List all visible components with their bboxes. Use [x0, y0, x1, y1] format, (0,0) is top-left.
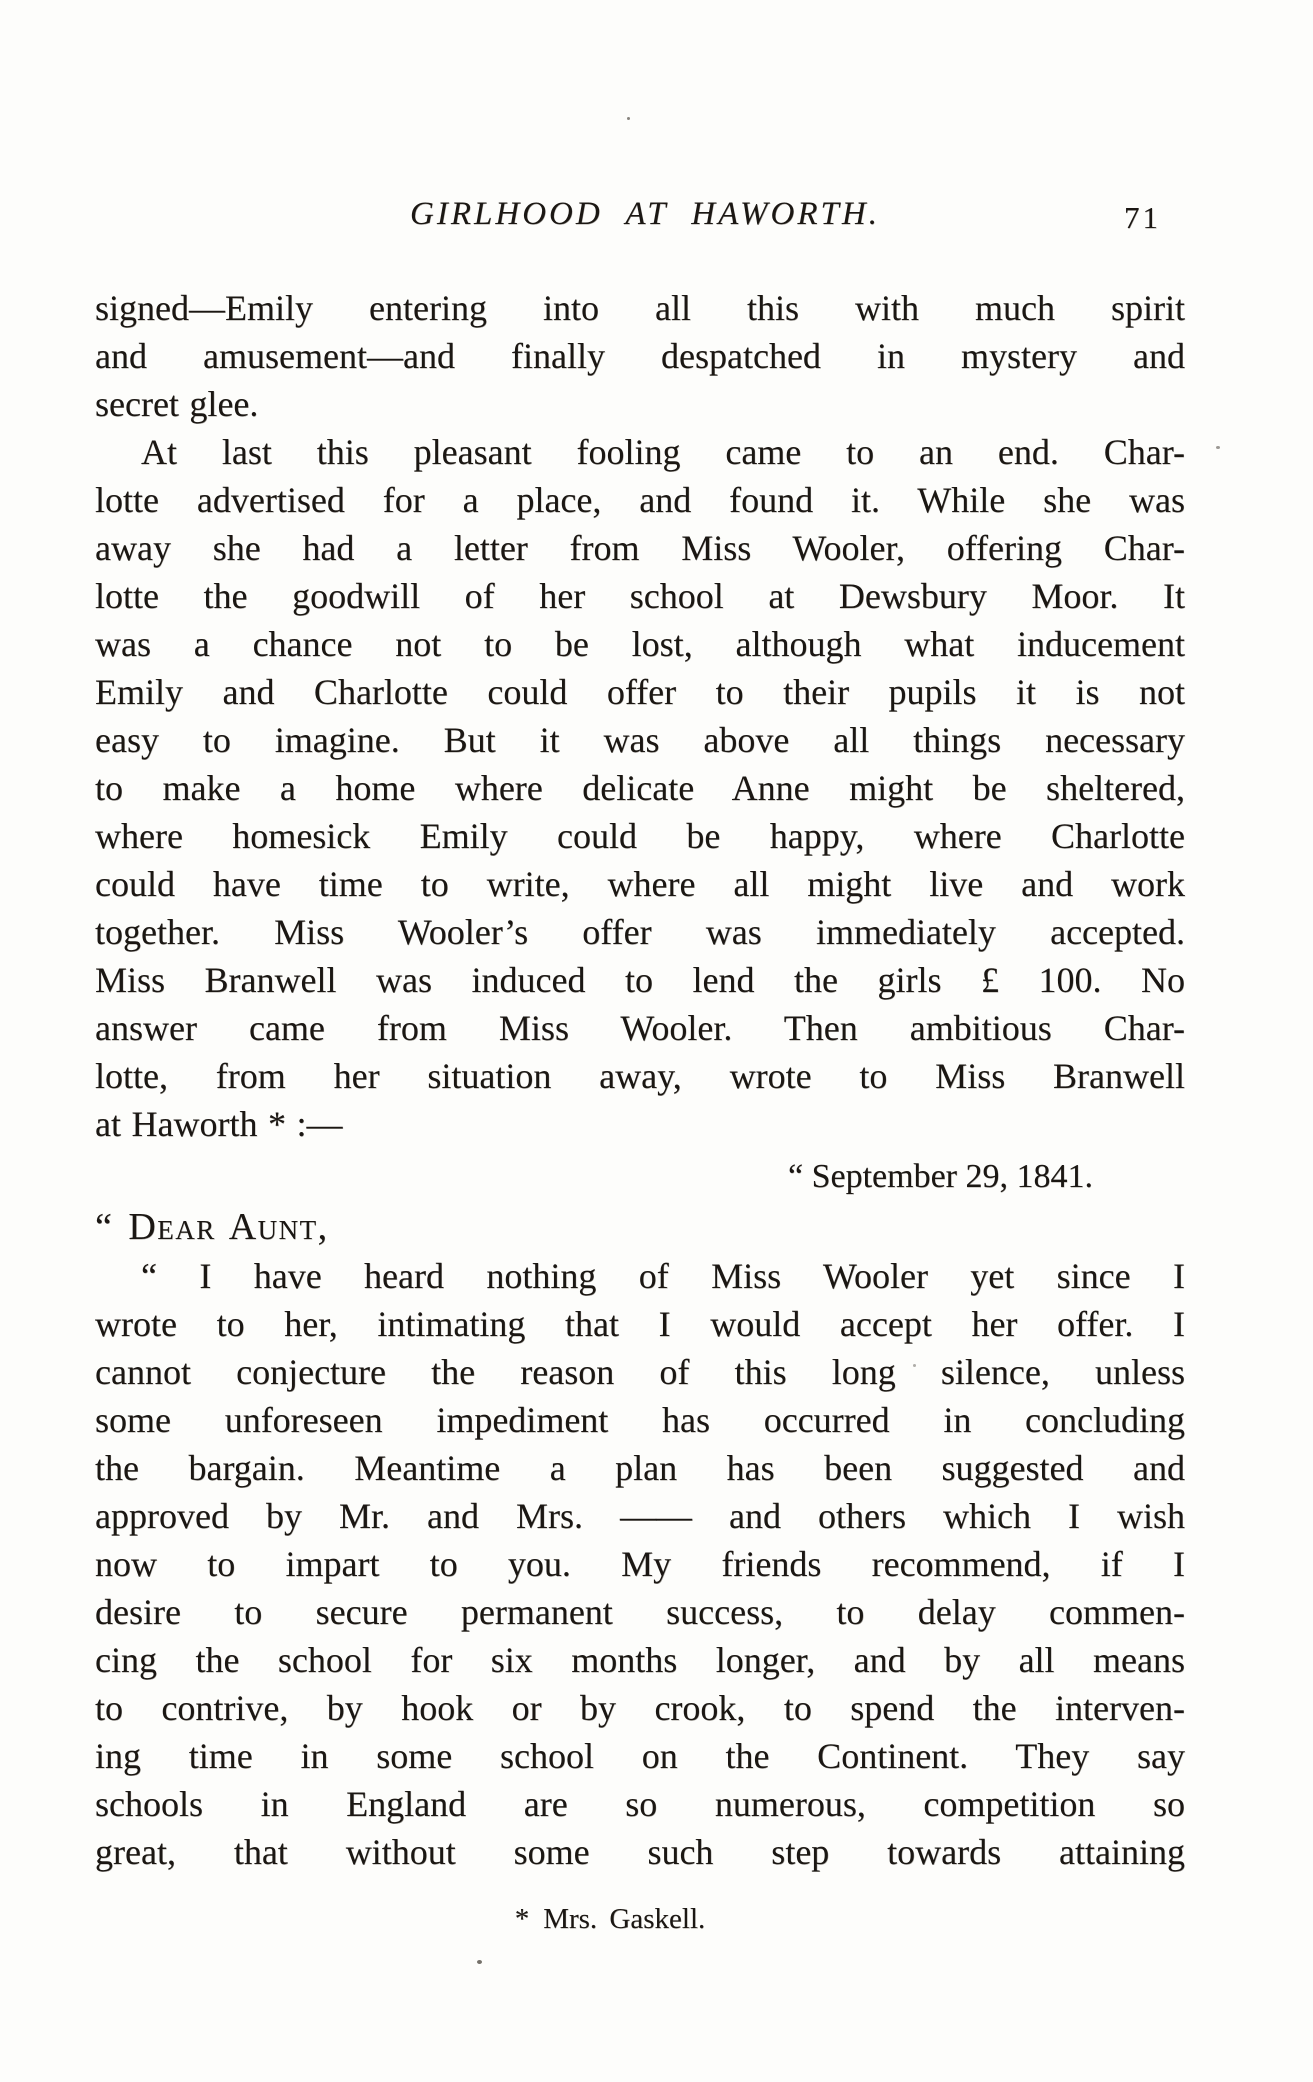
paragraph	[95, 428, 1185, 1148]
text-line: to contrive, by hook or by crook, to spend the interven-	[95, 1688, 1185, 1728]
text-line: some unforeseen impediment has occurred in concluding	[95, 1400, 1185, 1440]
scan-speck	[1216, 446, 1220, 449]
text-line: wrote to her, intimating that I would accept her offer. I	[95, 1304, 1185, 1344]
scan-speck	[627, 117, 630, 120]
page-number: 71	[1124, 200, 1161, 235]
main-text	[95, 284, 1185, 1148]
footnote-marker: *	[514, 1903, 530, 1935]
text-line: where homesick Emily could be happy, where Charlotte	[95, 816, 1185, 856]
text-line: approved by Mr. and Mrs. —— and others which I wish	[95, 1496, 1185, 1536]
text-line: could have time to write, where all might live and work	[95, 864, 1185, 904]
footnote	[95, 1902, 1185, 1936]
paragraph	[95, 1252, 1185, 1876]
text-line: was a chance not to be lost, although what inducement	[95, 624, 1185, 664]
text-line: to make a home where delicate Anne might be sheltered,	[95, 768, 1185, 808]
text-line: At last this pleasant fooling came to an end. Char-	[141, 432, 1185, 472]
text-line: great, that without some such step towards attaining	[95, 1832, 1185, 1872]
scan-speck	[477, 1960, 482, 1964]
text-line: schools in England are so numerous, competition so	[95, 1784, 1185, 1824]
text-line: Miss Branwell was induced to lend the girls £ 100. No	[95, 960, 1185, 1000]
letter-dateline: “ September 29, 1841.	[788, 1158, 1093, 1195]
text-line: cannot conjecture the reason of this long silence, unless	[95, 1352, 1185, 1392]
text-line: signed—Emily entering into all this with much spirit	[95, 288, 1185, 328]
text-line: secret glee.	[95, 384, 259, 424]
text-line: together. Miss Wooler’s offer was immediately accepted.	[95, 912, 1185, 952]
page-header	[95, 196, 1185, 254]
text-line: ing time in some school on the Continent. They say	[95, 1736, 1185, 1776]
scan-speck	[913, 1364, 916, 1367]
text-block	[95, 196, 1185, 1936]
text-line: the bargain. Meantime a plan has been suggested and	[95, 1448, 1185, 1488]
text-line: at Haworth * :—	[95, 1104, 343, 1144]
paragraph	[95, 284, 1185, 428]
letter-salutation: “ Dear Aunt,	[95, 1206, 329, 1248]
running-head: GIRLHOOD AT HAWORTH.	[410, 196, 880, 232]
text-line: easy to imagine. But it was above all things necessary	[95, 720, 1185, 760]
text-line: and amusement—and finally despatched in mystery and	[95, 336, 1185, 376]
text-line: Emily and Charlotte could offer to their pupils it is not	[95, 672, 1185, 712]
text-line: away she had a letter from Miss Wooler, offering Char-	[95, 528, 1185, 568]
letter-text	[95, 1252, 1185, 1876]
text-line: cing the school for six months longer, and by all means	[95, 1640, 1185, 1680]
footnote-text: Mrs. Gaskell.	[543, 1903, 706, 1935]
text-line: lotte, from her situation away, wrote to Miss Branwell	[95, 1056, 1185, 1096]
text-line: desire to secure permanent success, to delay commen-	[95, 1592, 1185, 1632]
text-line: now to impart to you. My friends recommend, if I	[95, 1544, 1185, 1584]
text-line: lotte advertised for a place, and found it. While she was	[95, 480, 1185, 520]
text-line: lotte the goodwill of her school at Dewsbury Moor. It	[95, 576, 1185, 616]
text-line: “ I have heard nothing of Miss Wooler yet since I	[141, 1256, 1185, 1296]
text-line: answer came from Miss Wooler. Then ambitious Char-	[95, 1008, 1185, 1048]
